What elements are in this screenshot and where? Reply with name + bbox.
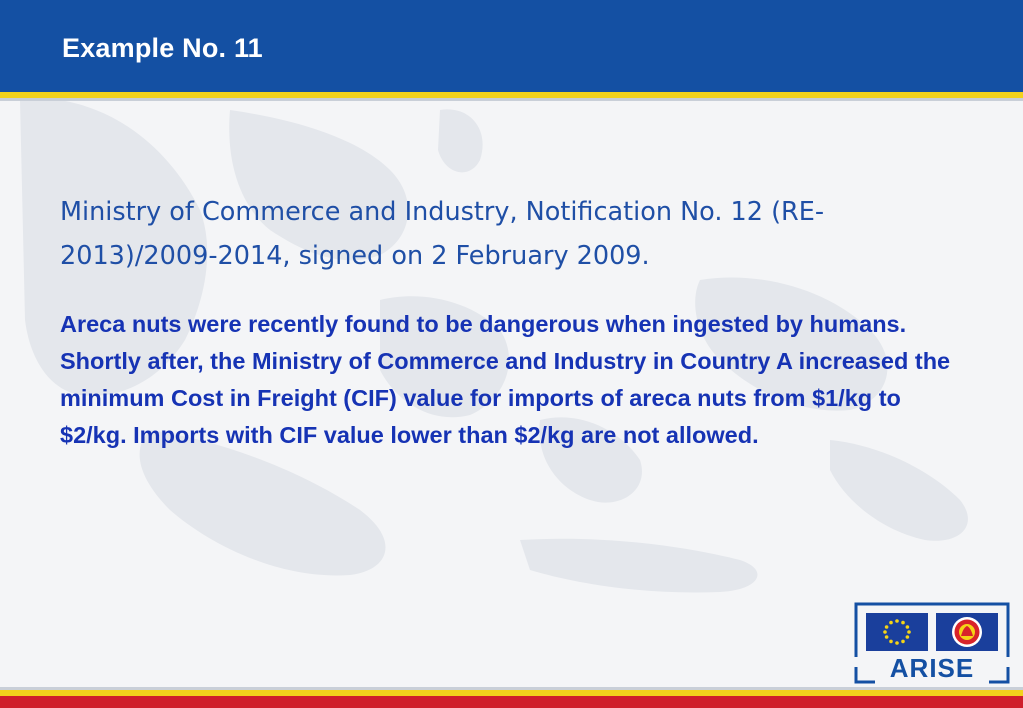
header-bar — [0, 0, 1023, 92]
slide-content — [60, 190, 965, 454]
slide-title: Example No. 11 — [62, 33, 263, 63]
arise-logo — [853, 601, 1011, 685]
logo-wordmark: ARISE — [889, 653, 975, 683]
notification-reference: Ministry of Commerce and Industry, Notification No. 12 (RE-2013)/2009-2014, signed on 2 February 2009. — [60, 197, 825, 271]
example-description: Areca nuts were recently found to be dangerous when ingested by humans. Shortly after, the Ministry of Commerce and Industry in Country A increased the minimum Cost in Freight (CIF) value for imports of areca nuts from $1/kg to $2/kg. Imports with CIF value lower than $2/kg are not allowed. — [60, 311, 951, 448]
footer-red-stripe — [0, 696, 1023, 708]
eu-flag-icon — [866, 613, 928, 651]
asean-emblem-icon — [936, 613, 998, 651]
header-gray-stripe — [0, 98, 1023, 101]
